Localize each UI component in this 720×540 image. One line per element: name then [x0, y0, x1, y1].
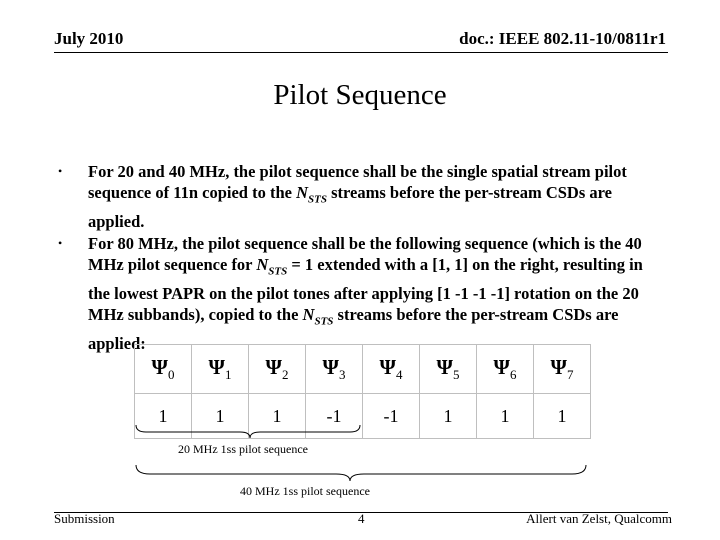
pilot-header-cell: $\Psi_1$ [192, 345, 249, 394]
pilot-value-cell: 1 [192, 394, 249, 439]
pilot-header-cell: $\Psi_3$ [306, 345, 363, 394]
bullet-item: • For 20 and 40 MHz, the pilot sequence shall be the single spatial stream pilot sequence of 11n copied to the $N_{STS}$ streams before the per-stream CSDs are applied. [58, 162, 627, 231]
pilot-value-cell: 1 [249, 394, 306, 439]
slide-title: Pilot Sequence [273, 79, 447, 111]
nsts-symbol: $N_{STS}$ [296, 183, 327, 206]
pilot-header-cell: $\Psi_6$ [477, 345, 534, 394]
header-doc-id: doc.: IEEE 802.11-10/0811r1 [459, 29, 666, 48]
pilot-value-cell: -1 [306, 394, 363, 439]
bullet-dot-icon: • [58, 236, 63, 251]
pilot-value-cell: 1 [135, 394, 192, 439]
pilot-header-cell: $\Psi_4$ [363, 345, 420, 394]
brace-label-40mhz: 40 MHz 1ss pilot sequence [240, 484, 370, 498]
pilot-header-cell: $\Psi_5$ [420, 345, 477, 394]
brace-40mhz [136, 465, 586, 481]
nsts-symbol: $N_{STS}$ [256, 255, 288, 278]
brace-20mhz [136, 425, 360, 438]
pilot-header-cell: $\Psi_7$ [534, 345, 591, 394]
nsts-symbol: $N_{STS}$ [302, 305, 334, 328]
pilot-value-cell: 1 [534, 394, 591, 439]
pilot-header-cell: $\Psi_2$ [249, 345, 306, 394]
pilot-value-cell: -1 [363, 394, 420, 439]
pilot-value-cell: 1 [420, 394, 477, 439]
footer-author: Allert van Zelst, Qualcomm [526, 511, 672, 526]
brace-label-20mhz: 20 MHz 1ss pilot sequence [178, 442, 308, 456]
pilot-value-cell: 1 [477, 394, 534, 439]
pilot-header-cell: $\Psi_0$ [135, 345, 192, 394]
bullet-dot-icon: • [58, 164, 63, 178]
bullet-item: • For 80 MHz, the pilot sequence shall be the following sequence (which is the 40 MHz pilot sequence for $N_{STS} = 1$ extended with a [1, 1] on the right, resulting in the lowest PAPR on the pilot tones after applying [1 -1 -1 -1] rotation on the 20 MHz subbands), copied to the $N_{STS}$ streams before the per-stream CSDs are applied: [58, 234, 643, 353]
header-date: July 2010 [54, 29, 124, 48]
footer-submission: Submission [54, 511, 115, 526]
footer-page-number: 4 [358, 511, 365, 526]
